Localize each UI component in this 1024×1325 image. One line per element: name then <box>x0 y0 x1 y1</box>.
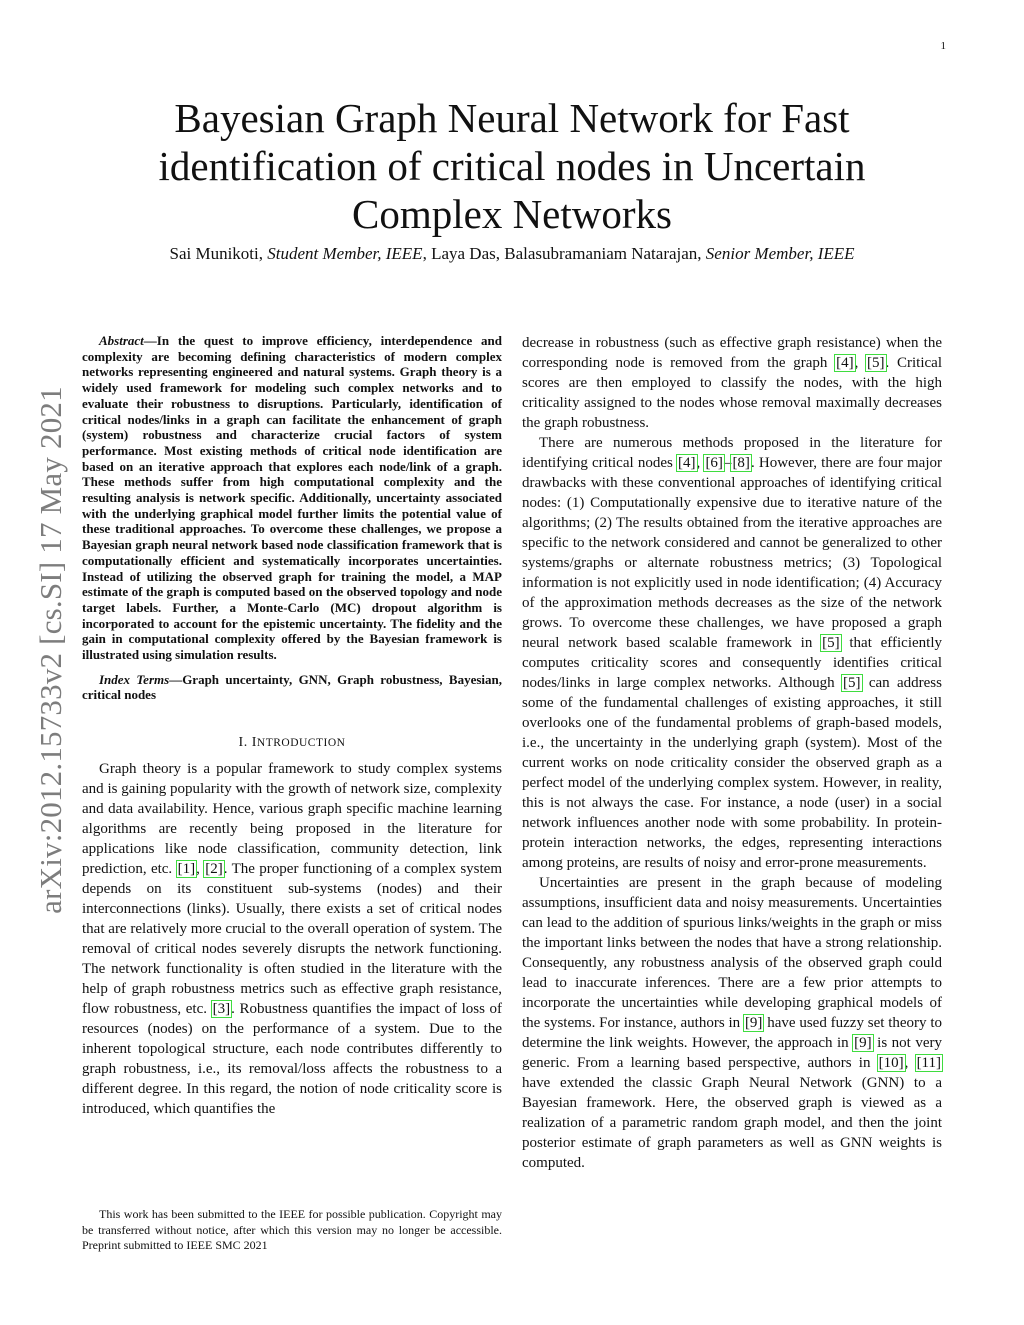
citation-link[interactable]: [5] <box>843 675 861 691</box>
index-terms <box>82 672 502 703</box>
text-run: , <box>696 455 705 471</box>
text-run: have extended the classic Graph Neural Network (GNN) to a Bayesian framework. Here, the observed graph is viewed as a realization of a parametric random graph model, and then the joint posterior estimate of graph parameters as well as GNN weights is computed. <box>522 1075 942 1171</box>
text-run: , <box>854 355 867 371</box>
text-run: Graph theory is a popular framework to study complex systems and is gaining popularity with the growth of network size, complexity and data availability. Hence, various graph specific machine learning algorithms are recently being proposed in the literature for applications like node classification, community detection, link prediction, etc. <box>82 761 502 878</box>
author-line <box>60 244 964 264</box>
section-numeral: I. <box>238 735 252 751</box>
text-run: have used fuzzy set theory to determine the link weights. However, the approach in <box>522 1015 942 1051</box>
citation-link[interactable]: [5] <box>867 355 885 371</box>
citation-link[interactable]: [5] <box>822 635 840 651</box>
citation-link[interactable]: [9] <box>854 1035 872 1051</box>
citation-link[interactable]: [8] <box>732 455 750 471</box>
text-run: . Robustness quantifies the impact of loss of resources (nodes) on the performance of a system. Due to the inherent topological structure, each node contributes differently to graph robustness, i.e., its removal/loss affects the robustness to a different degree. In this regard, the notion of node criticality score is introduced, which quantifies the <box>82 1001 503 1118</box>
citation-link[interactable]: [4] <box>836 355 854 371</box>
abstract-text: —In the quest to improve efficiency, interdependence and complexity are becoming defining characteristics of modern complex networks representing engineered and natural systems. Graph theory is a widely used framework for modeling such complex networks and to evaluate their robustness to disruptions. Particularly, identification of critical nodes/links in a graph can facilitate the enhancement of graph (system) robustness and characterize crucial factors of system performance. Most existing methods of critical node identification are based on an iterative approach that explores each node/link of a graph. These methods suffer from high computational complexity and the resulting analysis is network specific. Additionally, uncertainty associated with the underlying graphical model further limits the potential value of these traditional approaches. To overcome these challenges, we propose a Bayesian graph neural network based node classification framework that is computationally efficient and systematically incorporates uncertainties. Instead of utilizing the observed graph for training the model, a MAP estimate of the graph is computed based on the observed topology and node target labels. Further, a Monte-Carlo (MC) dropout algorithm is incorporated to account for the epistemic uncertainty. The fidelity and the gain in computational complexity offered by the Bayesian framework is illustrated using simulation results. <box>82 333 502 663</box>
text-run: is not very generic. From a learning based perspective, authors in <box>522 1035 942 1071</box>
intro-paragraph-3 <box>522 873 942 1173</box>
text-run: , <box>196 861 205 878</box>
text-run: , <box>904 1055 916 1071</box>
author-role-1: Student Member, IEEE <box>267 244 423 263</box>
footnote: This work has been submitted to the IEEE for possible publication. Copyright may be transferred without notice, after which this version may no longer be accessible. Preprint submitted to IEEE SMC 2021 <box>82 1207 502 1252</box>
right-column <box>522 333 942 1173</box>
section-heading-introduction <box>82 735 502 751</box>
author-role-2: Senior Member, IEEE <box>705 244 855 263</box>
abstract-label: Abstract <box>99 333 144 348</box>
page-number: 1 <box>940 40 946 52</box>
index-terms-text: —Graph uncertainty, GNN, Graph robustness, Bayesian, critical nodes <box>82 671 503 703</box>
abstract <box>82 333 502 663</box>
section-first-letter: I <box>251 735 257 751</box>
text-run: There are numerous methods proposed in the literature for identifying critical nodes <box>522 435 942 471</box>
index-terms-label: Index Terms <box>99 671 170 687</box>
text-run: that efficiently computes criticality scores and consequently identifies critical nodes/links in large complex networks. Although <box>522 635 942 691</box>
intro-paragraph-1 <box>82 759 502 1119</box>
citation-link[interactable]: [6] <box>705 455 723 471</box>
citation-link[interactable]: [2] <box>205 861 223 878</box>
text-run: – <box>723 455 732 471</box>
citation-link[interactable]: [1] <box>177 861 196 878</box>
text-run: Uncertainties are present in the graph because of modeling assumptions, insufficient data and noisy measurements. Uncertainties can lead to the addition of spurious links/weights in the graph or miss the important links between the nodes that have a strong relationship. Consequently, any robustness analysis of the observed graph could lead to inaccurate inferences. There are a few prior attempts to incorporate the uncertainties while developing graphical models of the systems. For instance, authors in <box>522 875 942 1031</box>
arxiv-identifier-stamp: arXiv:2012.15733v2 [cs.SI] 17 May 2021 <box>33 386 68 914</box>
text-run: . However, there are four major drawbacks with these conventional approaches of identifying critical nodes: (1) Computationally expensive due to iterative nature of the algorithms; (2) The results obtained from the iterative approaches are specific to the network considered and cannot be generalized to other systems/graphs or alternate robustness metrics; (3) Topological information is not explicitly used in node identification; (4) Accuracy of the approximation methods decreases as the size of the network grows. To overcome these challenges, we have proposed a graph neural network based scalable framework in <box>522 455 942 651</box>
intro-paragraph-continued <box>522 333 942 433</box>
citation-link[interactable]: [11] <box>916 1055 941 1071</box>
author-names-2: , Laya Das, Balasubramaniam Natarajan, <box>422 244 706 263</box>
author-names-1: Sai Munikoti, <box>169 244 268 263</box>
intro-paragraph-2 <box>522 433 942 873</box>
text-run: can address some of the fundamental challenges of existing approaches, it still overlooks one of the fundamental problems of graph-based models, i.e., the uncertainty in the underlying graph (system). Most of the current works on node criticality consider the observed graph as a perfect model of the underlying complex system. However, in reality, this is not always the case. For instance, a node (user) in a social network influences another node with some probability. In protein-protein interaction networks, the edges, representing interactions among proteins, are results of noisy and error-prone measurements. <box>522 675 942 871</box>
section-title-rest: NTRODUCTION <box>256 737 346 750</box>
text-run: decrease in robustness (such as effective graph resistance) when the corresponding node is removed from the graph <box>522 335 942 371</box>
text-run: . The proper functioning of a complex system depends on its constituent sub-systems (nodes) and their interconnections (links). Usually, there exists a set of critical nodes that are relatively more crucial to the overall operation of system. The removal of critical nodes severely disrupts the network functioning. The network functionality is often studied in the literature with the help of graph robustness metrics such as effective graph resistance, flow robustness, etc. <box>82 861 503 1018</box>
citation-link[interactable]: [4] <box>678 455 696 471</box>
left-column <box>82 333 502 1119</box>
text-run: . Critical scores are then employed to classify the nodes, with the high criticality assigned to the nodes whose removal maximally decreases the graph robustness. <box>522 355 942 431</box>
citation-link[interactable]: [10] <box>878 1055 904 1071</box>
citation-link[interactable]: [9] <box>744 1015 763 1031</box>
citation-link[interactable]: [3] <box>212 1001 231 1018</box>
paper-title: Bayesian Graph Neural Network for Fast identification of critical nodes in Uncertain Complex Networks <box>158 95 866 237</box>
